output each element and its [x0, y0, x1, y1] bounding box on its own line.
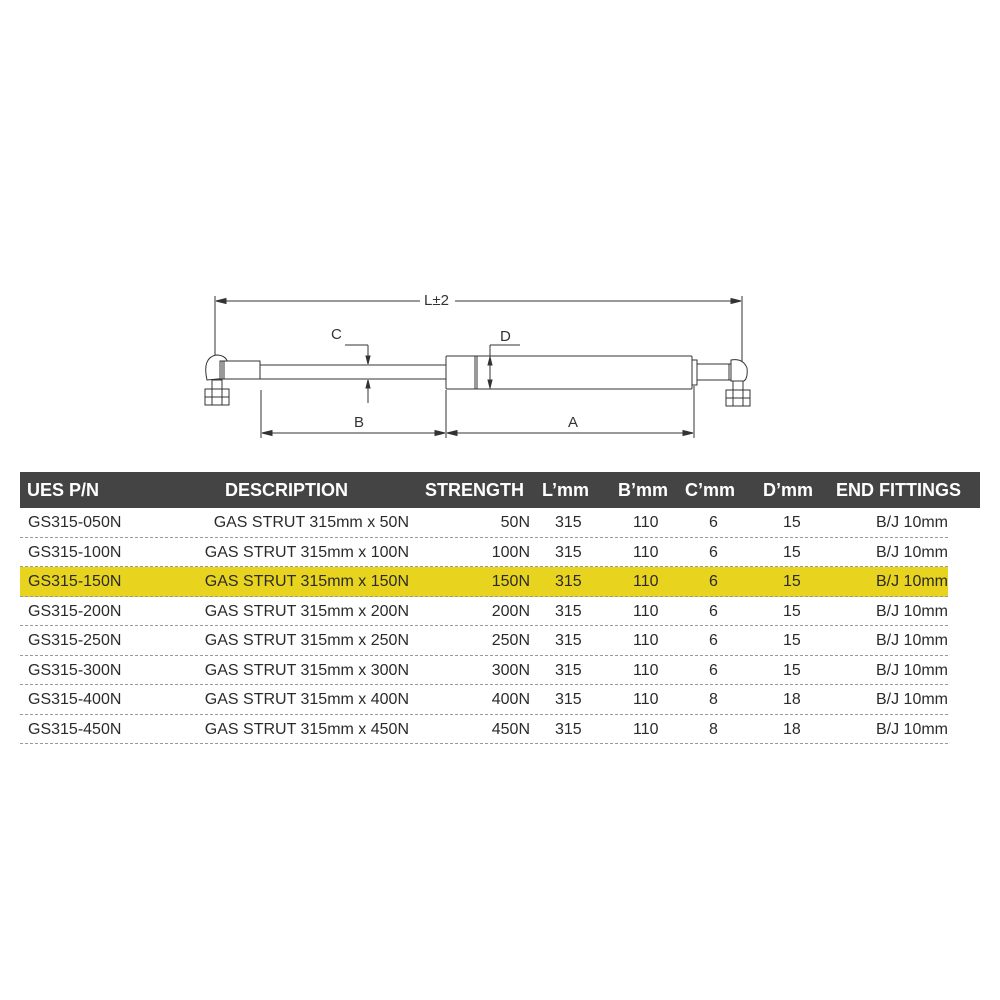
dim-label-body-diameter: D — [500, 328, 511, 345]
cell-description: GAS STRUT 315mm x 450N — [204, 720, 409, 738]
cell-b: 110 — [633, 602, 659, 620]
cell-c: 6 — [709, 543, 718, 561]
cell-c: 8 — [709, 691, 718, 708]
cell-pn: GS315-100N — [28, 543, 122, 561]
cell-d: 18 — [783, 691, 801, 708]
table-row — [20, 508, 948, 538]
cell-b: 110 — [633, 573, 659, 590]
cell-c: 6 — [709, 514, 718, 531]
table-row — [20, 567, 948, 597]
cell-d: 15 — [783, 602, 801, 620]
cell-b: 110 — [633, 543, 659, 561]
col-header-pn: UES P/N — [27, 480, 100, 500]
cell-l: 315 — [555, 543, 582, 561]
cell-c: 8 — [709, 720, 718, 738]
table-row — [20, 538, 948, 568]
cell-c: 6 — [709, 602, 718, 620]
cell-strength: 50N — [500, 514, 530, 531]
cell-pn: GS315-250N — [28, 632, 122, 649]
cell-c: 6 — [709, 632, 718, 649]
cell-d: 15 — [783, 661, 801, 679]
dim-label-rod-extension: B — [354, 414, 365, 431]
cell-description: GAS STRUT 315mm x 150N — [204, 573, 409, 590]
cell-l: 315 — [555, 573, 582, 590]
cell-pn: GS315-300N — [28, 661, 122, 679]
cell-description: GAS STRUT 315mm x 250N — [204, 632, 409, 649]
col-header-b: B’mm — [618, 480, 669, 500]
cell-b: 110 — [633, 632, 659, 649]
cell-end-fittings: B/J 10mm — [875, 514, 948, 531]
cell-description: GAS STRUT 315mm x 100N — [204, 543, 409, 561]
col-header-c: C’mm — [685, 480, 736, 500]
cell-d: 18 — [783, 720, 801, 738]
col-header-strength: STRENGTH — [425, 480, 524, 500]
cell-end-fittings: B/J 10mm — [875, 543, 948, 561]
cell-c: 6 — [709, 573, 718, 590]
table-header — [20, 472, 980, 508]
cell-end-fittings: B/J 10mm — [875, 632, 948, 649]
cell-end-fittings: B/J 10mm — [875, 691, 948, 708]
cell-l: 315 — [555, 632, 582, 649]
cell-end-fittings: B/J 10mm — [875, 661, 948, 679]
dim-label-overall-length: L±2 — [424, 292, 449, 309]
table-body — [20, 508, 980, 744]
col-header-end-fittings: END FITTINGS — [836, 480, 961, 500]
cell-d: 15 — [783, 573, 801, 590]
cell-b: 110 — [633, 691, 659, 708]
table-row — [20, 597, 948, 627]
cell-l: 315 — [555, 602, 582, 620]
cell-b: 110 — [633, 720, 659, 738]
cell-end-fittings: B/J 10mm — [875, 720, 948, 738]
table-row — [20, 685, 948, 715]
cell-description: GAS STRUT 315mm x 300N — [204, 661, 409, 679]
cell-d: 15 — [783, 543, 801, 561]
dim-label-body-length: A — [568, 414, 579, 431]
cell-strength: 450N — [491, 720, 530, 738]
cell-l: 315 — [555, 720, 582, 738]
cell-pn: GS315-200N — [28, 602, 122, 620]
cell-strength: 150N — [491, 573, 530, 590]
cell-b: 110 — [633, 661, 659, 679]
cell-l: 315 — [555, 661, 582, 679]
cell-strength: 300N — [491, 661, 530, 679]
cell-pn: GS315-150N — [28, 573, 122, 590]
cell-description: GAS STRUT 315mm x 50N — [213, 514, 409, 531]
cell-strength: 200N — [491, 602, 530, 620]
cell-c: 6 — [709, 661, 718, 679]
spec-table — [20, 472, 980, 744]
cell-pn: GS315-050N — [28, 514, 122, 531]
table-row — [20, 715, 948, 745]
cell-pn: GS315-400N — [28, 691, 122, 708]
cell-l: 315 — [555, 691, 582, 708]
cell-d: 15 — [783, 632, 801, 649]
cell-d: 15 — [783, 514, 801, 531]
dim-label-rod-diameter: C — [331, 326, 342, 343]
gas-strut-drawing — [0, 0, 1000, 460]
cell-description: GAS STRUT 315mm x 400N — [204, 691, 409, 708]
cell-strength: 250N — [491, 632, 530, 649]
cell-strength: 400N — [491, 691, 530, 708]
table-row — [20, 656, 948, 686]
cell-strength: 100N — [491, 543, 530, 561]
cell-end-fittings: B/J 10mm — [875, 602, 948, 620]
cell-description: GAS STRUT 315mm x 200N — [204, 602, 409, 620]
col-header-description: DESCRIPTION — [225, 480, 349, 500]
cell-end-fittings: B/J 10mm — [875, 573, 948, 590]
col-header-l: L’mm — [542, 480, 590, 500]
cell-pn: GS315-450N — [28, 720, 122, 738]
col-header-d: D’mm — [763, 480, 814, 500]
table-row — [20, 626, 948, 656]
cell-b: 110 — [633, 514, 659, 531]
cell-l: 315 — [555, 514, 582, 531]
